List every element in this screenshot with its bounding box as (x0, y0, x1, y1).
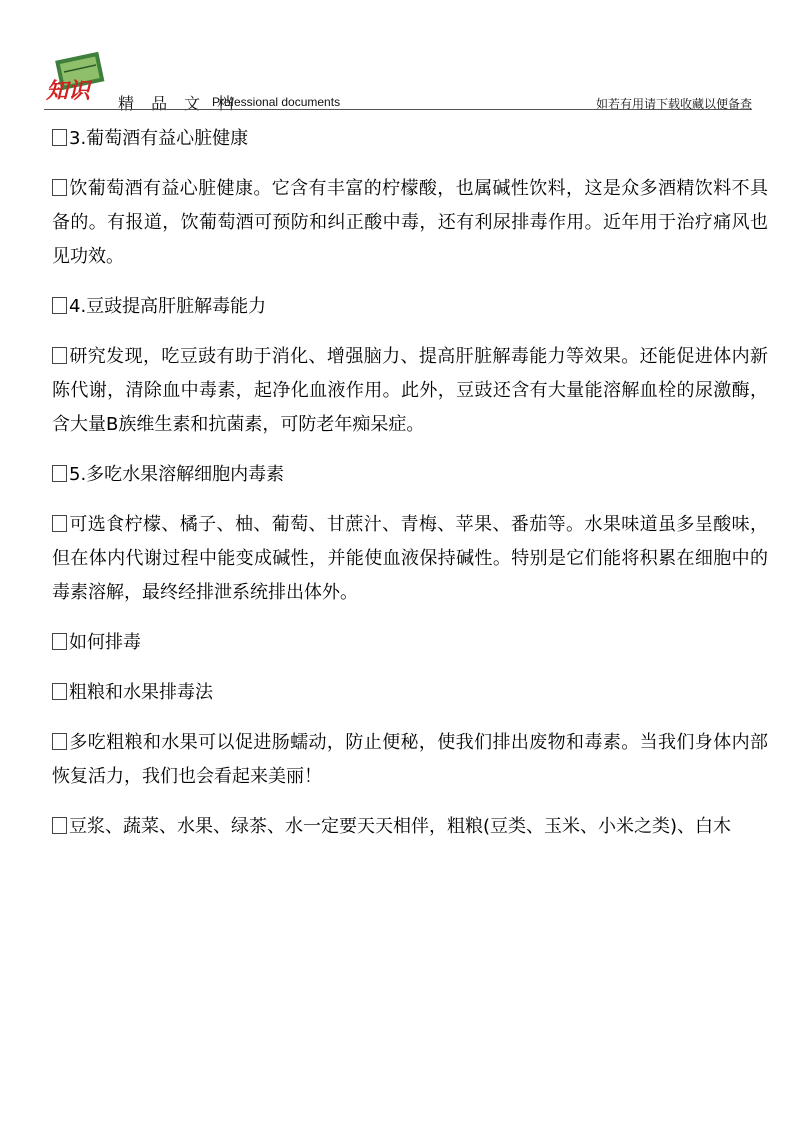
bullet-box-icon (52, 297, 67, 314)
bullet-box-icon (52, 129, 67, 146)
header-title: 精 品 文 档 (118, 94, 240, 113)
logo-lettering: 知识 (46, 78, 91, 104)
bullet-box-icon (52, 683, 67, 700)
bullet-box-icon (52, 347, 67, 364)
bullet-box-icon (52, 515, 67, 532)
paragraph-grains: 多吃粗粮和水果可以促进肠蠕动，防止便秘，使我们排出废物和毒素。当我们身体内部恢复活力，我们也会看起来美丽！ (52, 732, 768, 787)
paragraph-daily-diet: 豆浆、蔬菜、水果、绿茶、水一定要天天相伴，粗粮(豆类、玉米、小米之类)、白木 (52, 810, 768, 844)
bullet-box-icon (52, 179, 67, 196)
document-body (52, 122, 768, 860)
bullet-box-icon (52, 465, 67, 482)
page-header (44, 52, 752, 112)
bullet-box-icon (52, 817, 67, 834)
bullet-box-icon (52, 733, 67, 750)
header-note: 如若有用请下载收藏以便备查 (595, 97, 752, 111)
header-subtitle: Professional documents (212, 95, 341, 109)
section-heading-3: 3.葡萄酒有益心脏健康 (52, 122, 768, 156)
section-heading-5: 5.多吃水果溶解细胞内毒素 (52, 458, 768, 492)
section-heading-detox: 如何排毒 (52, 626, 768, 660)
section-heading-grains: 粗粮和水果排毒法 (52, 676, 768, 710)
paragraph-fruit: 可选食柠檬、橘子、柚、葡萄、甘蔗汁、青梅、苹果、番茄等。水果味道虽多呈酸味，但在体内代谢过程中能变成碱性，并能使血液保持碱性。特别是它们能将积累在细胞中的毒素溶解，最终经排泄系统排出体外。 (52, 514, 768, 603)
paragraph-douchi: 研究发现，吃豆豉有助于消化、增强脑力、提高肝脏解毒能力等效果。还能促进体内新陈代谢，清除血中毒素，起净化血液作用。此外，豆豉还含有大量能溶解血栓的尿激酶，含大量B族维生素和抗菌素，可防老年痴呆症。 (52, 346, 768, 435)
bullet-box-icon (52, 633, 67, 650)
header-divider (44, 109, 752, 110)
book-logo-icon (44, 52, 106, 104)
section-heading-4: 4.豆豉提高肝脏解毒能力 (52, 290, 768, 324)
paragraph-wine: 饮葡萄酒有益心脏健康。它含有丰富的柠檬酸，也属碱性饮料，这是众多酒精饮料不具备的。有报道，饮葡萄酒可预防和纠正酸中毒，还有利尿排毒作用。近年用于治疗痛风也见功效。 (52, 178, 768, 267)
